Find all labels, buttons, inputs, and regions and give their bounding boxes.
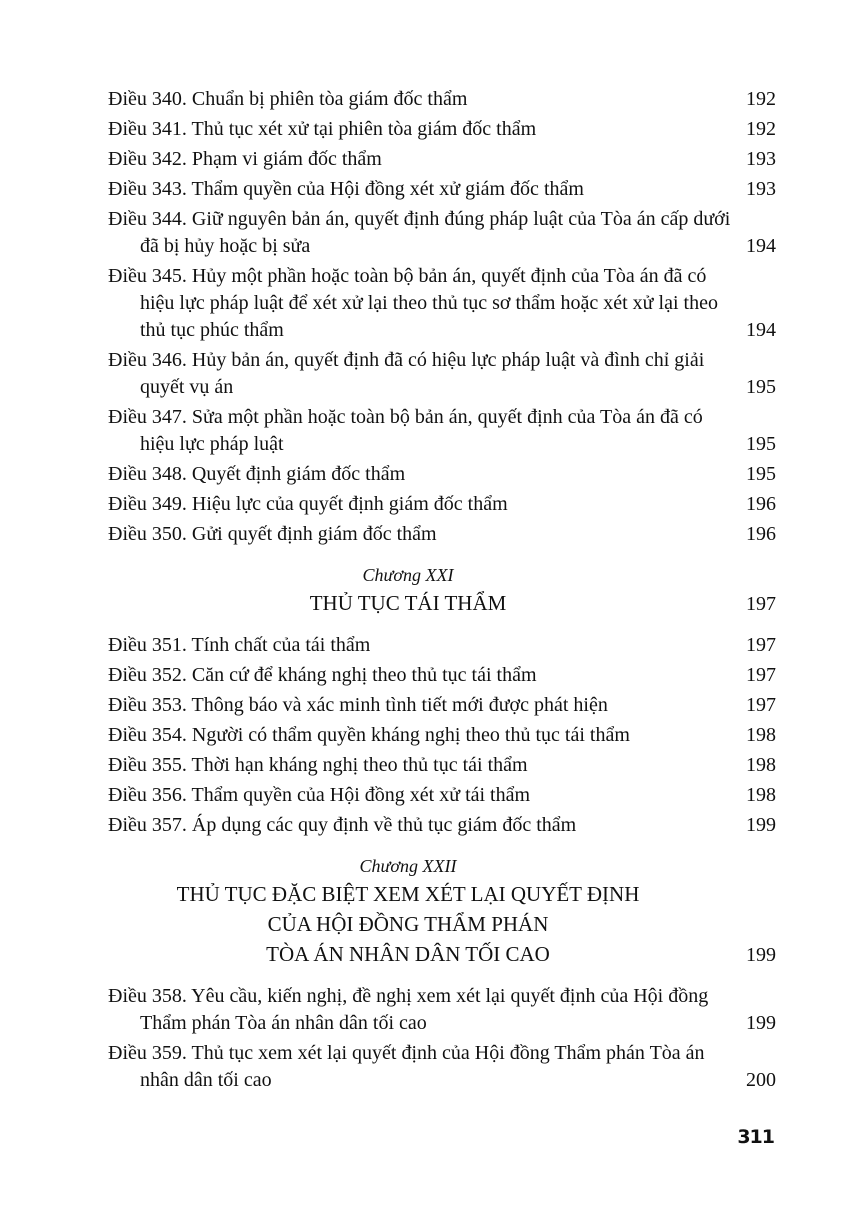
entry-page-number: 197: [746, 664, 776, 686]
toc-entry: [108, 752, 776, 779]
entry-title: Điều 350. Gửi quyết định giám đốc thẩm: [108, 523, 437, 545]
toc-entry: [108, 1040, 776, 1094]
toc-entry: [108, 983, 776, 1037]
entry-page-number: 195: [746, 376, 776, 398]
entry-title: Điều 341. Thủ tục xét xử tại phiên tòa giám đốc thẩm: [108, 118, 537, 140]
entry-page-number: 198: [746, 754, 776, 776]
entry-title: Điều 356. Thẩm quyền của Hội đồng xét xử tái thẩm: [108, 784, 531, 806]
entry-title: Điều 353. Thông báo và xác minh tình tiết mới được phát hiện: [108, 694, 608, 716]
toc-entry: [108, 404, 776, 458]
entry-page-number: 193: [746, 148, 776, 170]
chapter-page-number: 199: [746, 944, 776, 966]
entry-page-number: 192: [746, 118, 776, 140]
entry-title: Điều 351. Tính chất của tái thẩm: [108, 634, 371, 656]
entry-title: Điều 343. Thẩm quyền của Hội đồng xét xử giám đốc thẩm: [108, 178, 584, 200]
chapter-heading: [108, 562, 776, 618]
toc-entry: [108, 86, 776, 113]
entry-page-number: 195: [746, 433, 776, 455]
toc-entry: [108, 347, 776, 401]
toc-entry: [108, 491, 776, 518]
entry-title: Điều 345. Hủy một phần hoặc toàn bộ bản án, quyết định của Tòa án đã có hiệu lực pháp luật để xét xử lại theo thủ tục sơ thẩm hoặc xét xử lại theo thủ tục phúc thẩm: [108, 265, 718, 341]
entry-page-number: 194: [746, 235, 776, 257]
chapter-title-line: THỦ TỤC ĐẶC BIỆT XEM XÉT LẠI QUYẾT ĐỊNH: [176, 882, 640, 906]
entry-list: [108, 86, 776, 548]
entry-title: Điều 354. Người có thẩm quyền kháng nghị theo thủ tục tái thẩm: [108, 724, 630, 746]
entry-title: Điều 342. Phạm vi giám đốc thẩm: [108, 148, 382, 170]
entry-title: Điều 359. Thủ tục xem xét lại quyết định của Hội đồng Thẩm phán Tòa án nhân dân tối cao: [108, 1042, 705, 1091]
entry-page-number: 193: [746, 178, 776, 200]
toc-entry: [108, 176, 776, 203]
chapter-heading: [108, 853, 776, 969]
entry-title: Điều 358. Yêu cầu, kiến nghị, đề nghị xem xét lại quyết định của Hội đồng Thẩm phán Tòa án nhân dân tối cao: [108, 985, 709, 1034]
entry-page-number: 199: [746, 814, 776, 836]
entry-page-number: 196: [746, 523, 776, 545]
entry-page-number: 199: [746, 1012, 776, 1034]
entry-page-number: 194: [746, 319, 776, 341]
page-number: 311: [737, 1126, 774, 1148]
entry-title: Điều 349. Hiệu lực của quyết định giám đốc thẩm: [108, 493, 508, 515]
chapter-title-line: THỦ TỤC TÁI THẨM: [309, 591, 507, 615]
chapter-title-line: TÒA ÁN NHÂN DÂN TỐI CAO: [266, 942, 550, 966]
toc-entry: [108, 692, 776, 719]
toc-entry: [108, 461, 776, 488]
entry-title: Điều 357. Áp dụng các quy định về thủ tục giám đốc thẩm: [108, 814, 577, 836]
table-of-contents: [108, 86, 776, 1097]
toc-entry: [108, 812, 776, 839]
entry-title: Điều 347. Sửa một phần hoặc toàn bộ bản án, quyết định của Tòa án đã có hiệu lực pháp luật: [108, 406, 703, 455]
entry-page-number: 198: [746, 784, 776, 806]
chapter-page-number: 197: [746, 593, 776, 615]
toc-entry: [108, 263, 776, 344]
entry-page-number: 196: [746, 493, 776, 515]
toc-entry: [108, 116, 776, 143]
entry-title: Điều 346. Hủy bản án, quyết định đã có hiệu lực pháp luật và đình chỉ giải quyết vụ án: [108, 349, 705, 398]
entry-page-number: 195: [746, 463, 776, 485]
entry-list: [108, 983, 776, 1094]
toc-entry: [108, 521, 776, 548]
toc-entry: [108, 722, 776, 749]
entry-title: Điều 340. Chuẩn bị phiên tòa giám đốc thẩm: [108, 88, 468, 110]
toc-entry: [108, 206, 776, 260]
entry-page-number: 200: [746, 1069, 776, 1091]
entry-title: Điều 355. Thời hạn kháng nghị theo thủ tục tái thẩm: [108, 754, 528, 776]
toc-entry: [108, 662, 776, 689]
entry-page-number: 197: [746, 694, 776, 716]
chapter-label: Chương XXII: [359, 856, 457, 876]
entry-page-number: 198: [746, 724, 776, 746]
entry-title: Điều 352. Căn cứ để kháng nghị theo thủ tục tái thẩm: [108, 664, 537, 686]
toc-entry: [108, 782, 776, 809]
entry-title: Điều 344. Giữ nguyên bản án, quyết định đúng pháp luật của Tòa án cấp dưới đã bị hủy hoặc bị sửa: [108, 208, 731, 257]
toc-entry: [108, 146, 776, 173]
entry-list: [108, 632, 776, 839]
chapter-title-line: CỦA HỘI ĐỒNG THẨM PHÁN: [267, 912, 549, 936]
chapter-label: Chương XXI: [362, 565, 454, 585]
entry-page-number: 192: [746, 88, 776, 110]
entry-title: Điều 348. Quyết định giám đốc thẩm: [108, 463, 406, 485]
entry-page-number: 197: [746, 634, 776, 656]
toc-entry: [108, 632, 776, 659]
